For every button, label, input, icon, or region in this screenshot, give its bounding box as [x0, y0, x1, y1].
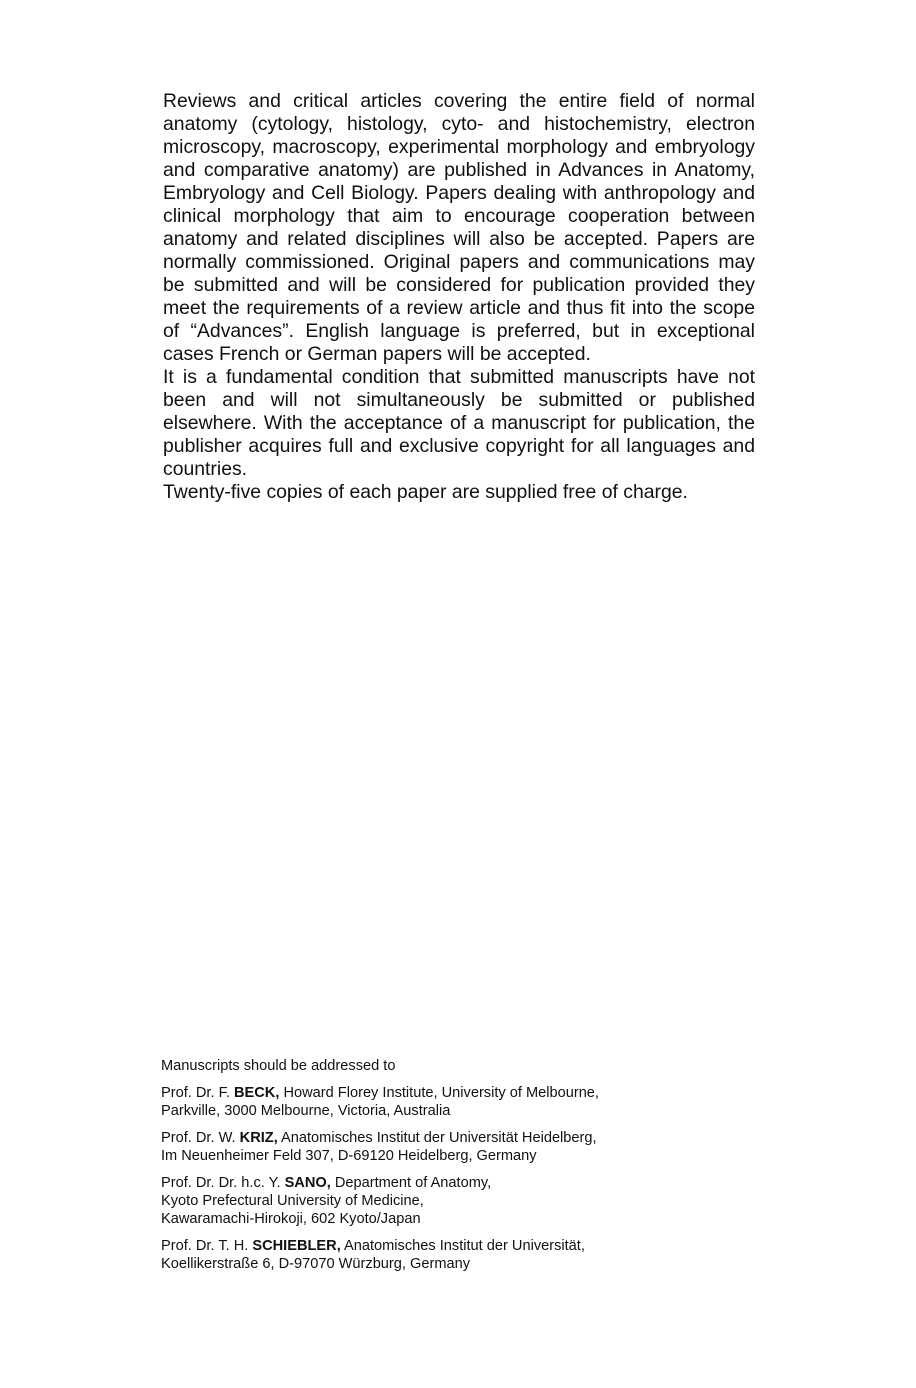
- address-sano: [161, 1174, 761, 1228]
- editor-affiliation: Department of Anatomy,: [334, 1175, 492, 1191]
- address-first-line: [161, 1129, 761, 1147]
- editor-title: Prof. Dr. Dr. h.c. Y.: [161, 1175, 281, 1191]
- editor-affiliation: Anatomisches Institut der Universität Heidelberg,: [281, 1130, 597, 1146]
- editor-title: Prof. Dr. W.: [161, 1130, 236, 1146]
- editor-title: Prof. Dr. T. H.: [161, 1238, 249, 1254]
- editor-name: SCHIEBLER,: [252, 1238, 341, 1254]
- editor-name: BECK,: [234, 1085, 280, 1101]
- editor-name: SANO,: [284, 1175, 331, 1191]
- address-first-line: [161, 1084, 761, 1102]
- body-text: [163, 90, 755, 504]
- editor-affiliation: Anatomisches Institut der Universität,: [344, 1238, 585, 1254]
- paragraph-copies: Twenty-five copies of each paper are supplied free of charge.: [163, 481, 688, 503]
- editor-name: KRIZ,: [239, 1130, 278, 1146]
- address-kriz: [161, 1129, 761, 1165]
- address-line: Koellikerstraße 6, D-97070 Würzburg, Germany: [161, 1256, 471, 1272]
- address-beck: [161, 1084, 761, 1120]
- addresses-intro: Manuscripts should be addressed to: [161, 1058, 396, 1074]
- editor-addresses: [161, 1057, 761, 1282]
- paragraph-scope: Reviews and critical articles covering the entire field of normal anatomy (cytology, histology, cyto- and histochemistry, electron microscopy, macroscopy, experimental morphology and embryology and comparative anatomy) are published in Advances in Anatomy, Embryology and Cell Biology. Papers dealing with anthropology and clinical morphology that aim to encourage cooperation between anatomy and related disciplines will also be accepted. Papers are normally commissioned. Original papers and communications may be submitted and will be considered for publication provided they meet the requirements of a review article and thus fit into the scope of “Advances”. English language is preferred, but in exceptional cases French or German papers will be accepted.: [163, 90, 755, 365]
- editor-title: Prof. Dr. F.: [161, 1085, 230, 1101]
- address-line: Parkville, 3000 Melbourne, Victoria, Australia: [161, 1103, 451, 1119]
- address-line: Kyoto Prefectural University of Medicine,: [161, 1193, 424, 1209]
- address-first-line: [161, 1237, 761, 1255]
- address-line: Kawaramachi-Hirokoji, 602 Kyoto/Japan: [161, 1211, 421, 1227]
- address-schiebler: [161, 1237, 761, 1273]
- paragraph-condition: It is a fundamental condition that submitted manuscripts have not been and will not simultaneously be submitted or published elsewhere. With the acceptance of a manuscript for publication, the publisher acquires full and exclusive copyright for all languages and countries.: [163, 366, 755, 480]
- editor-affiliation: Howard Florey Institute, University of Melbourne,: [283, 1085, 599, 1101]
- address-line: Im Neuenheimer Feld 307, D-69120 Heidelberg, Germany: [161, 1148, 537, 1164]
- address-first-line: [161, 1174, 761, 1192]
